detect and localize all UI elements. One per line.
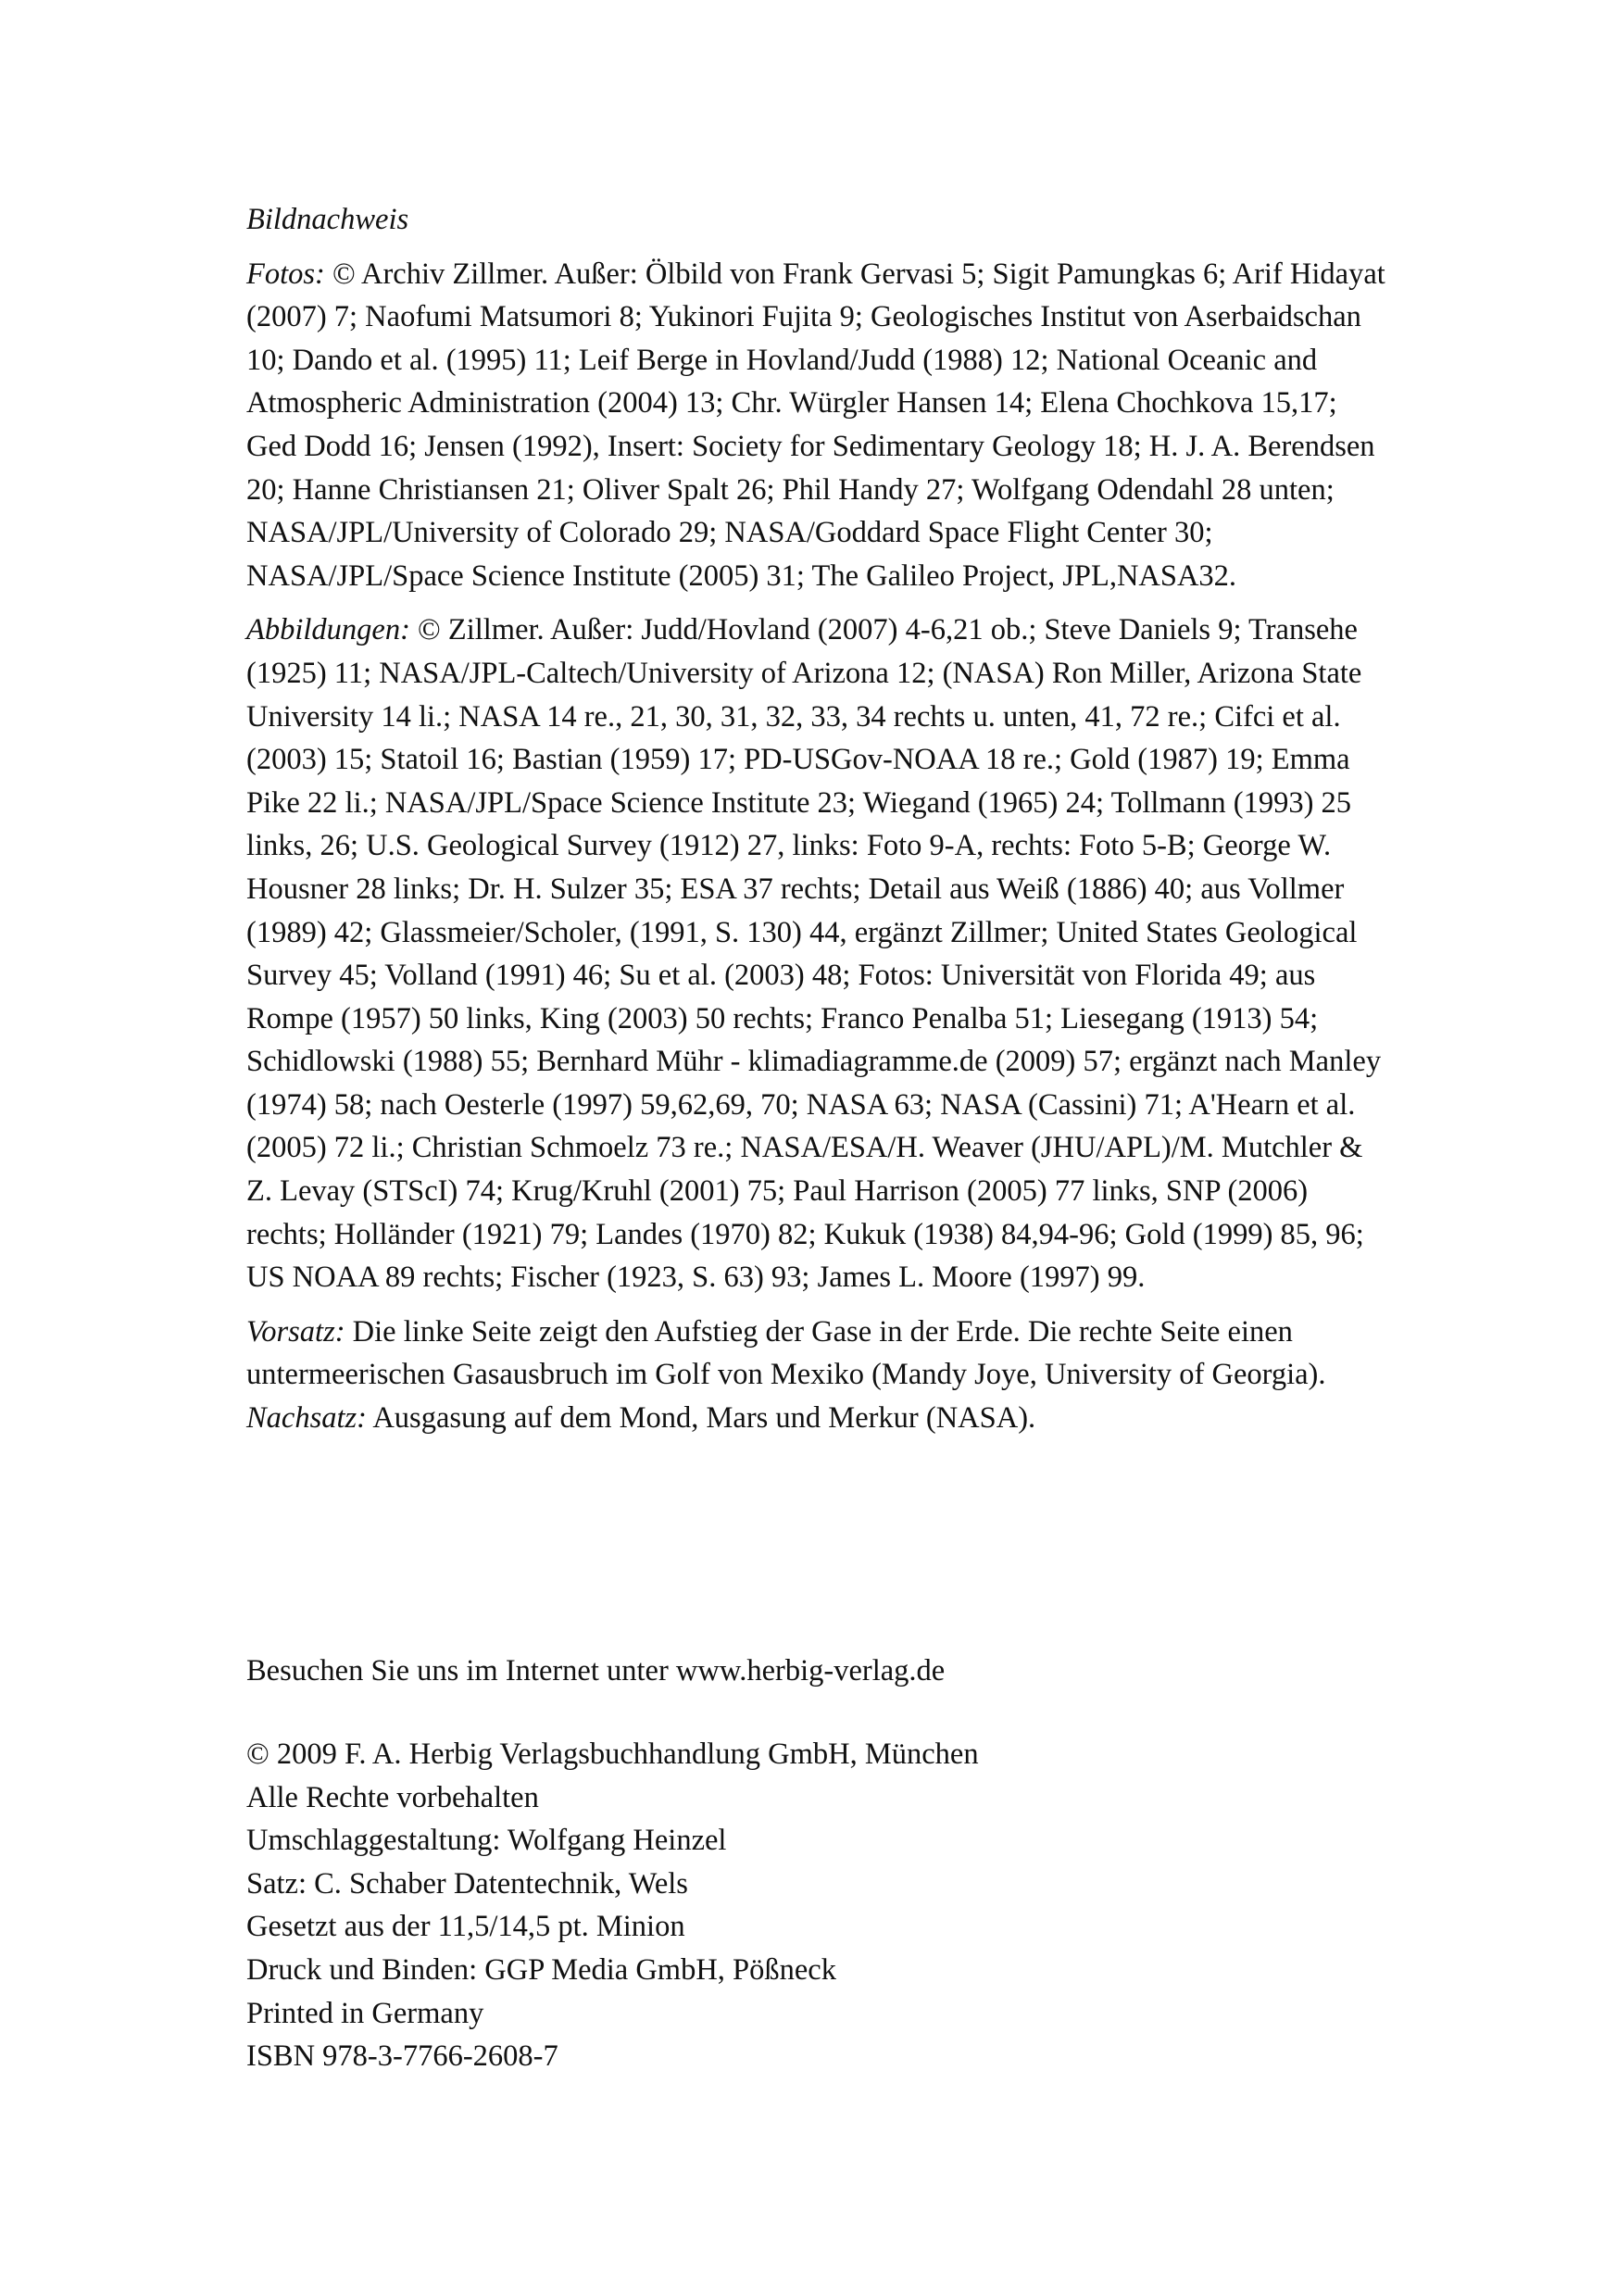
- picture-credits-section: [246, 198, 1385, 1440]
- imprint-line: ISBN 978-3-7766-2608-7: [246, 2039, 558, 2074]
- credits-heading: Bildnachweis: [246, 203, 409, 236]
- vorsatz-label: Vorsatz:: [246, 1314, 345, 1349]
- fotos-paragraph: [246, 253, 1385, 598]
- nachsatz-label: Nachsatz:: [246, 1401, 367, 1436]
- vorsatz-paragraph: [246, 1311, 1385, 1440]
- website-line: Besuchen Sie uns im Internet unter www.herbig-verlag.de: [246, 1654, 946, 1687]
- imprint-line: © 2009 F. A. Herbig Verlagsbuchhandlung GmbH, München: [246, 1738, 979, 1771]
- fotos-label: Fotos:: [246, 257, 325, 291]
- vorsatz-text: Die linke Seite zeigt den Aufstieg der Gase in der Erde. Die rechte Seite einen untermeerischen Gasausbruch im Golf von Mexiko (Mandy Joye, University of Georgia).: [246, 1314, 1326, 1392]
- abbildungen-text: © Zillmer. Außer: Judd/Hovland (2007) 4-6,21 ob.; Steve Daniels 9; Transehe (1925) 11; NASA/JPL-Caltech/University of Arizona 12; (NASA) Ron Miller, Arizona State University 14 li.; NASA 14 re., 21, 30, 31, 32, 33, 34 rechts u. unten, 41, 72 re.; Cifci et al. (2003) 15; Statoil 16; Bastian (1959) 17; PD-USGov-NOAA 18 re.; Gold (1987) 19; Emma Pike 22 li.; NASA/JPL/Space Science Institute 23; Wiegand (1965) 24; Tollmann (1993) 25 links, 26; U.S. Geological Survey (1912) 27, links: Foto 9-A, rechts: Foto 5-B; George W. Housner 28 links; Dr. H. Sulzer 35; ESA 37 rechts; Detail aus Weiß (1886) 40; aus Vollmer (1989) 42; Glassmeier/Scholer, (1991, S. 130) 44, ergänzt Zillmer; United States Geological Survey 45; Volland (1991) 46; Su et al. (2003) 48; Fotos: Universität von Florida 49; aus Rompe (1957) 50 links, King (2003) 50 rechts; Franco Penalba 51; Liesegang (1913) 54; Schidlowski (1988) 55; Bernhard Mühr - klimadiagramme.de (2009) 57; ergänzt nach Manley (1974) 58; nach Oesterle (1997) 59,62,69, 70; NASA 63; NASA (Cassini) 71; A'Hearn et al. (2005) 72 li.; Christian Schmoelz 73 re.; NASA/ESA/H. Weaver (JHU/APL)/M. Mutchler & Z. Levay (STScI) 74; Krug/Kruhl (2001) 75; Paul Harrison (2005) 77 links, SNP (2006) rechts; Holländer (1921) 79; Landes (1970) 82; Kukuk (1938) 84,94-96; Gold (1999) 85, 96; US NOAA 89 rechts; Fischer (1923, S. 63) 93; James L. Moore (1997) 99.: [246, 613, 1382, 1295]
- imprint-line: Druck und Binden: GGP Media GmbH, Pößneck: [246, 1952, 836, 1987]
- imprint-line: Satz: C. Schaber Datentechnik, Wels: [246, 1866, 688, 1901]
- fotos-text: © Archiv Zillmer. Außer: Ölbild von Frank Gervasi 5; Sigit Pamungkas 6; Arif Hidayat (2007) 7; Naofumi Matsumori 8; Yukinori Fujita 9; Geologisches Institut von Aserbaidschan 10; Dando et al. (1995) 11; Leif Berge in Hovland/Judd (1988) 12; National Oceanic and Atmospheric Administration (2004) 13; Chr. Würgler Hansen 14; Elena Chochkova 15,17; Ged Dodd 16; Jensen (1992), Insert: Society for Sedimentary Geology 18; H. J. A. Berendsen 20; Hanne Christiansen 21; Oliver Spalt 26; Phil Handy 27; Wolfgang Odendahl 28 unten; NASA/JPL/University of Colorado 29; NASA/Goddard Space Flight Center 30; NASA/JPL/Space Science Institute (2005) 31; The Galileo Project, JPL,NASA32.: [246, 257, 1385, 593]
- abbildungen-label: Abbildungen:: [246, 613, 410, 647]
- imprint-line: Printed in Germany: [246, 1996, 484, 2030]
- imprint-block: [246, 1733, 1385, 2078]
- imprint-line: Umschlaggestaltung: Wolfgang Heinzel: [246, 1824, 727, 1858]
- imprint-line: Gesetzt aus der 11,5/14,5 pt. Minion: [246, 1910, 685, 1944]
- nachsatz-text: Ausgasung auf dem Mond, Mars und Merkur (NASA).: [367, 1401, 1036, 1436]
- imprint-line: Alle Rechte vorbehalten: [246, 1780, 539, 1814]
- abbildungen-paragraph: [246, 609, 1385, 1299]
